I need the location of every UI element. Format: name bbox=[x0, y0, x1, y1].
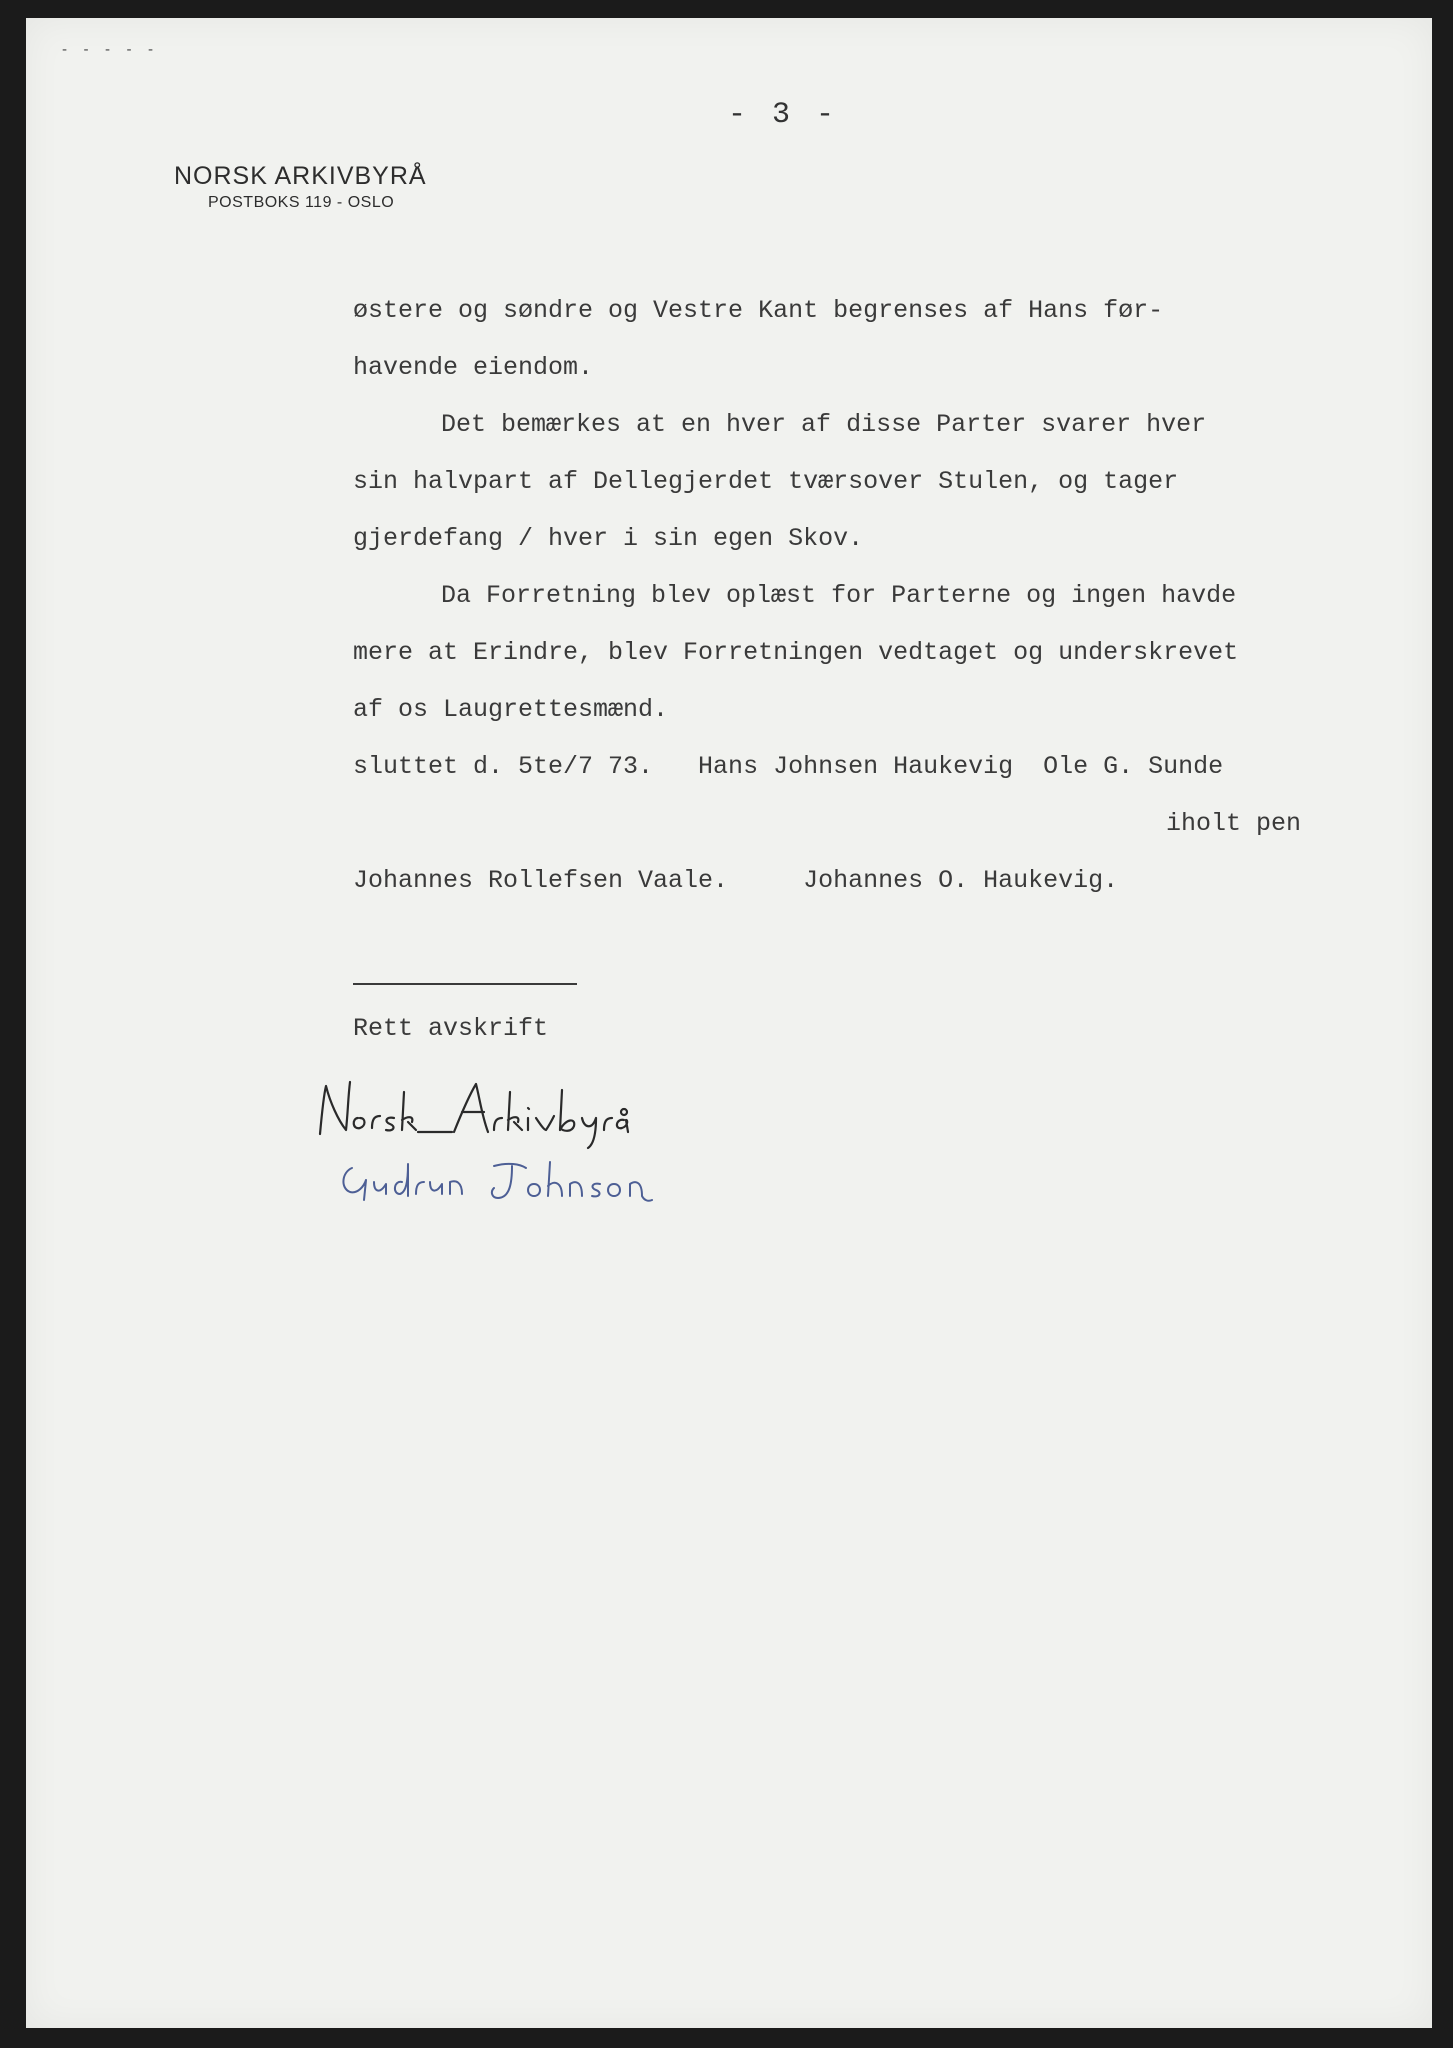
signature-stamp-line bbox=[320, 1082, 628, 1148]
letterhead-name: NORSK ARKIVBYRÅ bbox=[174, 162, 427, 190]
page-number: - 3 - bbox=[728, 98, 839, 132]
letterhead-address: POSTBOKS 119 - OSLO bbox=[208, 194, 395, 211]
body-line: havende eiendom. bbox=[353, 353, 594, 382]
body-line: gjerdefang / hver i sin egen Skov. bbox=[353, 524, 864, 553]
body-line: østere og søndre og Vestre Kant begrenses af Hans før- bbox=[353, 296, 1164, 325]
signature-signer-line bbox=[343, 1162, 652, 1201]
body-line: Det bemærkes at en hver af disse Parter svarer hver bbox=[441, 410, 1207, 439]
body-line: mere at Erindre, blev Forretningen vedtaget og underskrevet bbox=[353, 638, 1239, 667]
letterhead bbox=[174, 160, 427, 212]
body-line: af os Laugrettesmænd. bbox=[353, 695, 669, 724]
copy-note: Rett avskrift bbox=[353, 1014, 549, 1043]
divider-rule bbox=[353, 983, 577, 985]
body-line: Da Forretning blev oplæst for Parterne og ingen havde bbox=[441, 581, 1237, 610]
handwritten-signature bbox=[312, 1072, 732, 1222]
body-line: iholt pen bbox=[1166, 809, 1302, 838]
corner-marks: - - - - - bbox=[62, 42, 160, 58]
body-line: Johannes Rollefsen Vaale. Johannes O. Haukevig. bbox=[353, 866, 1119, 895]
body-line: sin halvpart af Dellegjerdet tværsover Stulen, og tager bbox=[353, 467, 1179, 496]
body-line: sluttet d. 5te/7 73. Hans Johnsen Haukevig Ole G. Sunde bbox=[353, 752, 1224, 781]
